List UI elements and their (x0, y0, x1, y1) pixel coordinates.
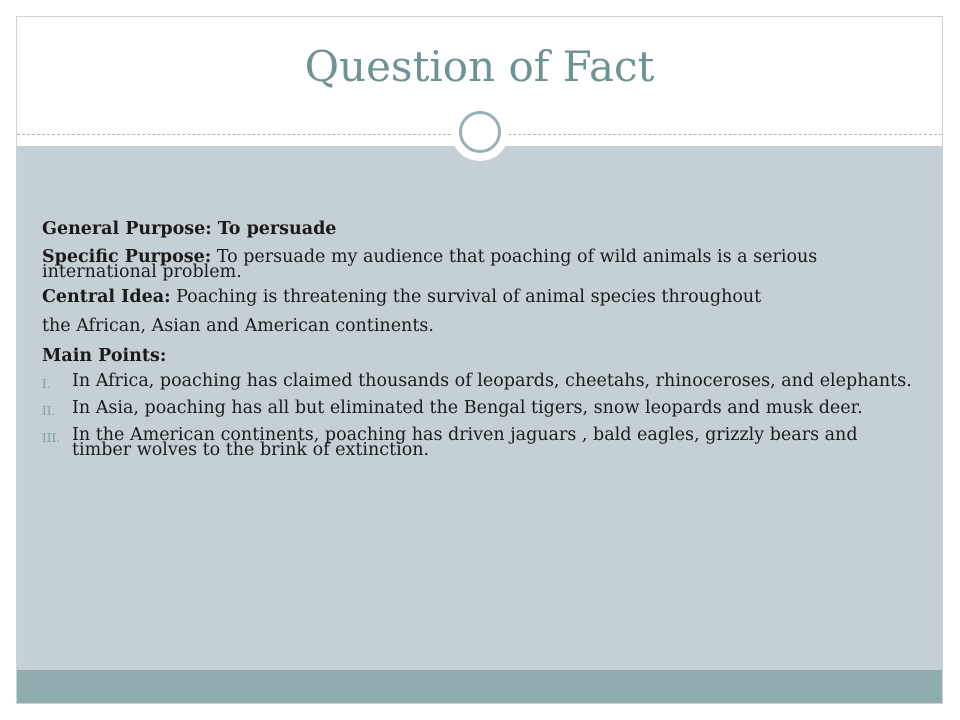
list-item (42, 398, 922, 418)
list-item-number: III. (42, 431, 61, 445)
list-item-text: In Asia, poaching has all but eliminated the Bengal tigers, snow leopards and musk deer. (72, 398, 863, 418)
specific-purpose (42, 247, 922, 282)
slide-title: Question of Fact (304, 42, 655, 91)
list-item (42, 425, 922, 460)
central-idea-text-line1: Poaching is threatening the survival of animal species throughout (170, 287, 762, 307)
central-idea-continued: the African, Asian and American continents. (42, 316, 434, 336)
main-points-heading: Main Points: (42, 346, 167, 366)
circle-ornament-icon (451, 103, 509, 161)
list-item-number: II. (42, 404, 56, 418)
specific-purpose-label: Specific Purpose: (42, 247, 212, 267)
list-item-number: I. (42, 377, 51, 391)
specific-purpose-text: To persuade my audience that poaching of wild animals is a serious international problem. (42, 247, 818, 282)
footer-bar (17, 670, 942, 703)
main-points-list (42, 371, 922, 460)
list-item-text: In the American continents, poaching has driven jaguars , bald eagles, grizzly bears and timber wolves to the brink of extinction. (72, 425, 858, 460)
list-item-text: In Africa, poaching has claimed thousands of leopards, cheetahs, rhinoceroses, and elephants. (72, 371, 912, 391)
ornament-ring (459, 111, 501, 153)
central-idea (42, 286, 922, 308)
central-idea-label: Central Idea: (42, 287, 171, 307)
slide-body (42, 218, 922, 470)
list-item (42, 371, 922, 391)
general-purpose: General Purpose: To persuade (42, 219, 337, 239)
